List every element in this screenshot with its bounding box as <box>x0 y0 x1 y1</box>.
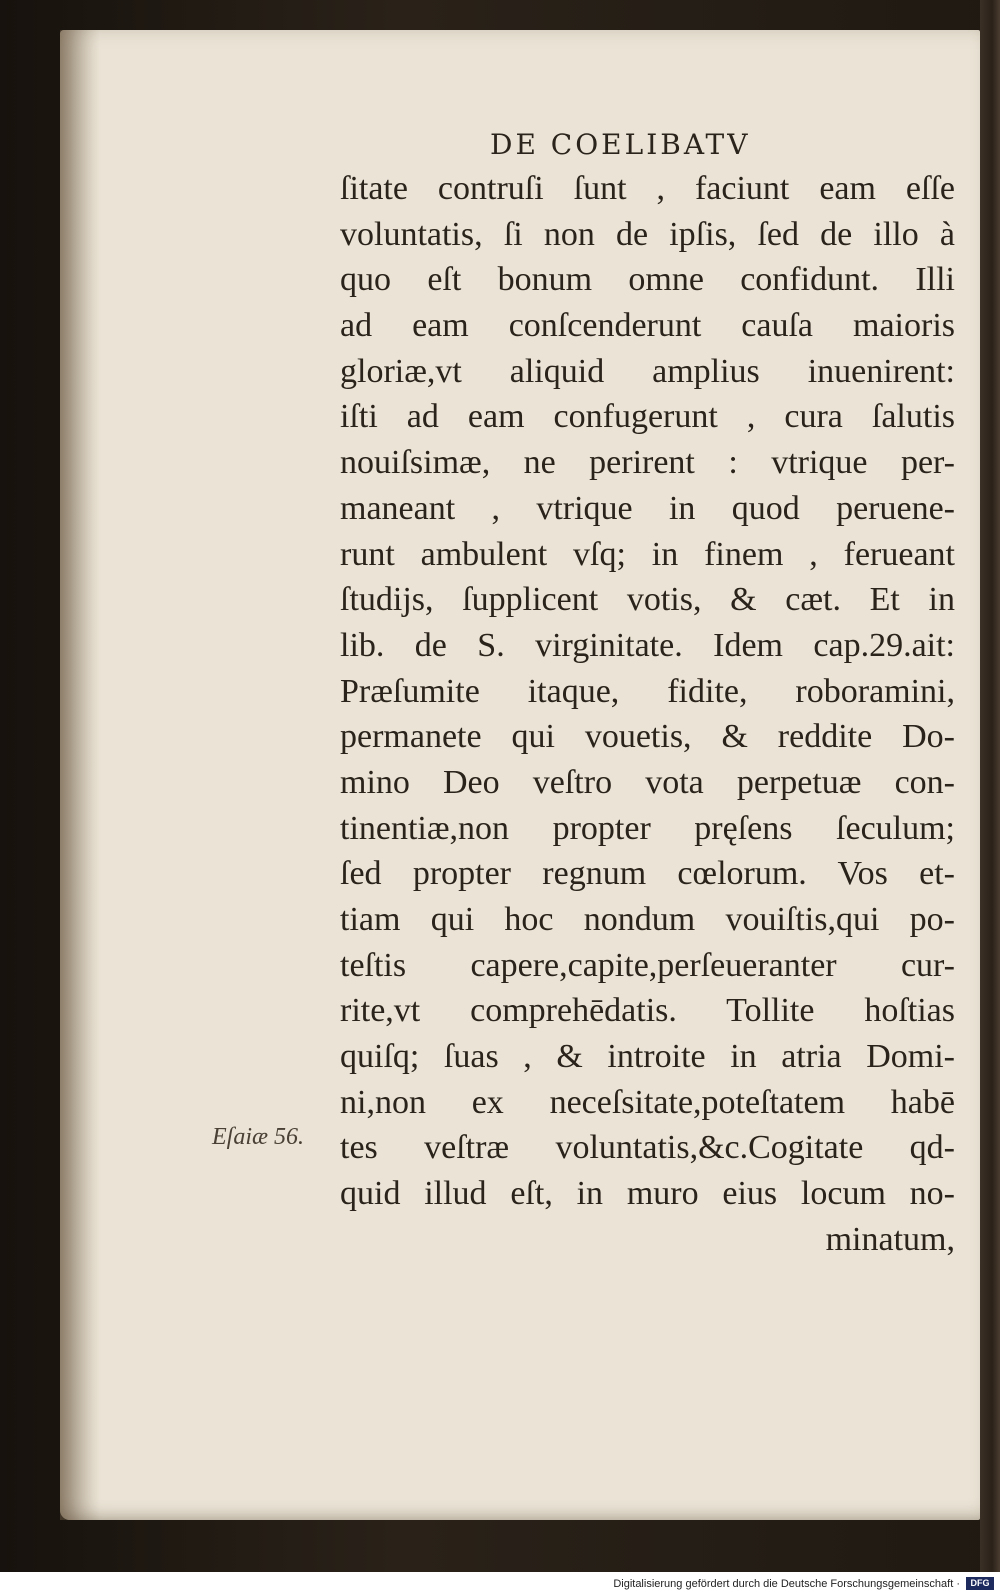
text-line: quiſq; ſuas , & introite in atria Domi- <box>340 1038 955 1076</box>
text-line: nouiſsimæ, ne perirent : vtrique per- <box>340 444 955 482</box>
text-line: rite,vt comprehēdatis. Tollite hoſtias <box>340 992 955 1030</box>
text-line: permanete qui vouetis, & reddite Do- <box>340 718 955 756</box>
catchword-line: minatum, <box>825 1220 955 1258</box>
text-line: tiam qui hoc nondum vouiſtis,qui po- <box>340 901 955 938</box>
text-line: voluntatis, ſi non de ipſis, ſed de illo à <box>340 215 955 253</box>
text-line: iſti ad eam confugerunt , cura ſalutis <box>340 398 955 436</box>
text-line: ſtudijs, ſupplicent votis, & cæt. Et in <box>340 581 955 619</box>
text-line: ſitate contruſi ſunt , faciunt eam eſſe <box>340 170 955 207</box>
book-spine-edge <box>980 0 1000 1572</box>
funding-credit: Digitalisierung gefördert durch die Deutsche Forschungsgemeinschaft · <box>613 1578 960 1590</box>
text-line: Præſumite itaque, fidite, roboramini, <box>340 672 955 710</box>
text-block <box>340 166 955 1263</box>
running-title: DE COELIBATV <box>490 128 751 161</box>
text-line: gloriæ,vt aliquid amplius inuenirent: <box>340 352 955 390</box>
dfg-logo: DFG <box>966 1577 994 1590</box>
gutter-shadow <box>60 30 100 1520</box>
text-line: quo eſt bonum omne confidunt. Illi <box>340 261 955 299</box>
text-line: maneant , vtrique in quod peruene- <box>340 489 955 527</box>
text-line: tes veſtræ voluntatis,&c.Cogitate qd- <box>340 1129 955 1167</box>
footer-bar <box>0 1572 1000 1594</box>
marginal-note: Eſaiæ 56. <box>212 1124 305 1150</box>
text-line: ad eam conſcenderunt cauſa maioris <box>340 307 955 345</box>
text-line: mino Deo veſtro vota perpetuæ con- <box>340 763 955 801</box>
text-line: runt ambulent vſq; in finem , ferueant <box>340 535 955 573</box>
text-line: lib. de S. virginitate. Idem cap.29.ait: <box>340 626 955 664</box>
text-line: teſtis capere,capite,perſeueranter cur- <box>340 946 955 984</box>
text-line: ſed propter regnum cœlorum. Vos et- <box>340 855 955 893</box>
text-line: quid illud eſt, in muro eius locum no- <box>340 1175 955 1213</box>
text-line: tinentiæ,non propter pręſens ſeculum; <box>340 809 955 847</box>
text-line: ni,non ex neceſsitate,poteſtatem habē <box>340 1083 955 1121</box>
